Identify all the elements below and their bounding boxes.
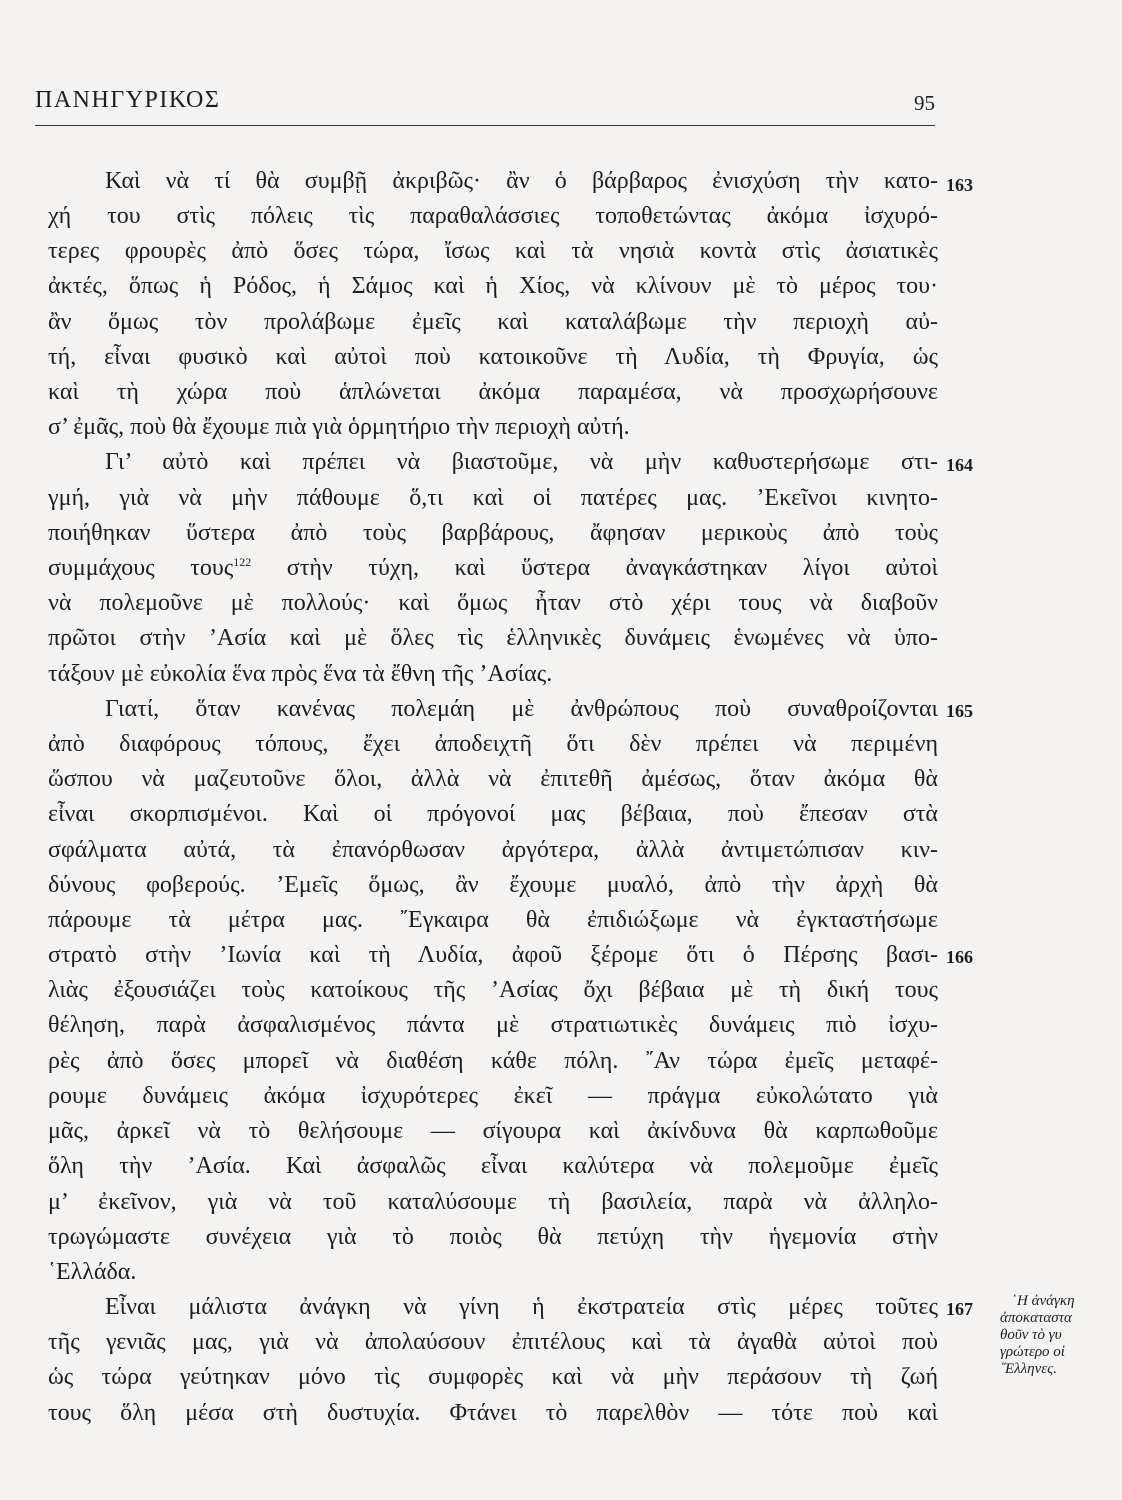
text-line: τή, εἶναι φυσικὸ καὶ αὐτοὶ ποὺ κατοικοῦνε τὴ Λυδία, τὴ Φρυγία, ὡς [48, 344, 938, 370]
text-line: Εἶναι μάλιστα ἀνάγκη νὰ γίνη ἡ ἐκστρατεία στὶς μέρες τοῦτες [105, 1294, 938, 1320]
margin-note [1000, 1293, 1122, 1378]
text-line: ρὲς ἀπὸ ὅσες μπορεῖ νὰ διαθέση κάθε πόλη. ῎Αν τώρα ἐμεῖς μεταφέ- [48, 1048, 938, 1074]
text-line: στρατὸ στὴν ’Ιωνία καὶ τὴ Λυδία, ἀφοῦ ξέρομε ὅτι ὁ Πέρσης βασι- [48, 942, 938, 968]
text-line: ποιήθηκαν ὕστερα ἀπὸ τοὺς βαρβάρους, ἄφησαν μερικοὺς ἀπὸ τοὺς [48, 520, 938, 546]
page-header [35, 87, 935, 127]
margin-note-line: ῞Ελληνες. [1000, 1361, 1057, 1377]
text-line: ἂν ὅμως τὸν προλάβωμε ἐμεῖς καὶ καταλάβωμε τὴν περιοχὴ αὐ- [48, 309, 938, 335]
text-line: τους ὅλη μέσα στὴ δυστυχία. Φτάνει τὸ παρελθὸν — τότε ποὺ καὶ [48, 1400, 938, 1426]
margin-note-line: ἀποκαταστα [1000, 1310, 1072, 1326]
text-line: τερες φρουρὲς ἀπὸ ὅσες τώρα, ἴσως καὶ τὰ νησιὰ κοντὰ στὶς ἀσιατικὲς [48, 238, 938, 264]
header-rule [35, 125, 935, 126]
text-line: εἶναι σκορπισμένοι. Καὶ οἱ πρόγονοί μας βέβαια, ποὺ ἔπεσαν στὰ [48, 801, 938, 827]
text-line: ρουμε δυνάμεις ἀκόμα ἰσχυρότερες ἐκεῖ — πράγμα εὐκολώτατο γιὰ [48, 1083, 938, 1109]
page-number: 95 [914, 91, 935, 115]
text-line-with-footnote [48, 553, 938, 583]
text-line: θέληση, παρὰ ἀσφαλισμένος πάντα μὲ στρατιωτικὲς δυνάμεις πιὸ ἰσχυ- [48, 1012, 938, 1038]
text-line: σφάλματα αὐτά, τὰ ἐπανόρθωσαν ἀργότερα, ἀλλὰ ἀντιμετώπισαν κιν- [48, 837, 938, 863]
text-line: ὥσπου νὰ μαζευτοῦνε ὅλοι, ἀλλὰ νὰ ἐπιτεθῆ ἀμέσως, ὅταν ἀκόμα θὰ [48, 766, 938, 792]
text-line: ὡς τώρα γεύτηκαν μόνο τὶς συμφορὲς καὶ νὰ μὴν περάσουν τὴ ζωή [48, 1364, 938, 1390]
text-line: τάξουν μὲ εὐκολία ἕνα πρὸς ἕνα τὰ ἔθνη τῆς ’Ασίας. [48, 661, 553, 687]
text-line: πρῶτοι στὴν ’Ασία καὶ μὲ ὅλες τὶς ἑλληνικὲς δυνάμεις ἑνωμένες νὰ ὑπο- [48, 625, 938, 651]
text-line: σ’ ἐμᾶς, ποὺ θὰ ἔχουμε πιὰ γιὰ ὁρμητήριο τὴν περιοχὴ αὐτή. [48, 414, 630, 440]
text-line: ἀπὸ διαφόρους τόπους, ἔχει ἀποδειχτῆ ὅτι δὲν πρέπει νὰ περιμένη [48, 731, 938, 757]
footnote-reference: 122 [233, 555, 252, 569]
text-line: Καὶ νὰ τί θὰ συμβῇ ἀκριβῶς· ἂν ὁ βάρβαρος ἐνισχύση τὴν κατο- [105, 168, 938, 194]
section-number: 164 [946, 455, 973, 475]
margin-note-line: γρώτερο οἱ [1000, 1344, 1065, 1360]
text-fragment: στὴν τύχη, καὶ ὕστερα ἀναγκάστηκαν λίγοι αὐτοὶ [286, 555, 938, 581]
text-line: μᾶς, ἀρκεῖ νὰ τὸ θελήσουμε — σίγουρα καὶ ἀκίνδυνα θὰ καρπωθοῦμε [48, 1118, 938, 1144]
text-line: ῾Ελλάδα. [48, 1259, 137, 1285]
text-line: Γι’ αὐτὸ καὶ πρέπει νὰ βιαστοῦμε, νὰ μὴν καθυστερήσωμε στι- [105, 449, 938, 475]
section-number: 167 [946, 1299, 973, 1319]
margin-note-line: θοῦν τὸ γυ [1000, 1327, 1062, 1343]
text-fragment: συμμάχους τους [48, 555, 234, 581]
section-number: 165 [946, 701, 973, 721]
text-line: ἀκτές, ὅπως ἡ Ρόδος, ἡ Σάμος καὶ ἡ Χίος, νὰ κλίνουν μὲ τὸ μέρος του· [48, 273, 938, 299]
text-line: μ’ ἐκεῖνον, γιὰ νὰ τοῦ καταλύσουμε τὴ βασιλεία, παρὰ νὰ ἀλληλο- [48, 1189, 938, 1215]
text-line: λιὰς ἐξουσιάζει τοὺς κατοίκους τῆς ’Ασίας ὄχι βέβαια μὲ τὴ δική τους [48, 977, 938, 1003]
section-number: 166 [946, 947, 973, 967]
text-line: Γιατί, ὅταν κανένας πολεμάη μὲ ἀνθρώπους ποὺ συναθροίζονται [105, 696, 938, 722]
section-number: 163 [946, 175, 973, 195]
text-line: νὰ πολεμοῦνε μὲ πολλούς· καὶ ὅμως ἦταν στὸ χέρι τους νὰ διαβοῦν [48, 590, 938, 616]
running-title: ΠΑΝΗΓΥΡΙΚΟΣ [35, 87, 221, 113]
text-line: ὅλη τὴν ’Ασία. Καὶ ἀσφαλῶς εἶναι καλύτερα νὰ πολεμοῦμε ἐμεῖς [48, 1153, 938, 1179]
margin-note-line: ῾Η ἀνάγκη [1012, 1293, 1075, 1309]
text-line: καὶ τὴ χώρα ποὺ ἁπλώνεται ἀκόμα παραμέσα, νὰ προσχωρήσουνε [48, 379, 938, 405]
text-line: γμή, γιὰ νὰ μὴν πάθουμε ὅ,τι καὶ οἱ πατέρες μας. ’Εκεῖνοι κινητο- [48, 485, 938, 511]
text-line: τῆς γενιᾶς μας, γιὰ νὰ ἀπολαύσουν ἐπιτέλους καὶ τὰ ἀγαθὰ αὐτοὶ ποὺ [48, 1329, 938, 1355]
text-line: πάρουμε τὰ μέτρα μας. ῎Εγκαιρα θὰ ἐπιδιώξωμε νὰ ἐγκταστήσωμε [48, 907, 938, 933]
text-line: δύνους φοβερούς. ’Εμεῖς ὅμως, ἂν ἔχουμε μυαλό, ἀπὸ τὴν ἀρχὴ θὰ [48, 872, 938, 898]
text-line: χή του στὶς πόλεις τὶς παραθαλάσσιες τοποθετώντας ἀκόμα ἰσχυρό- [48, 203, 938, 229]
text-line: τρωγώμαστε συνέχεια γιὰ τὸ ποιὸς θὰ πετύχη τὴν ἡγεμονία στὴν [48, 1224, 938, 1250]
